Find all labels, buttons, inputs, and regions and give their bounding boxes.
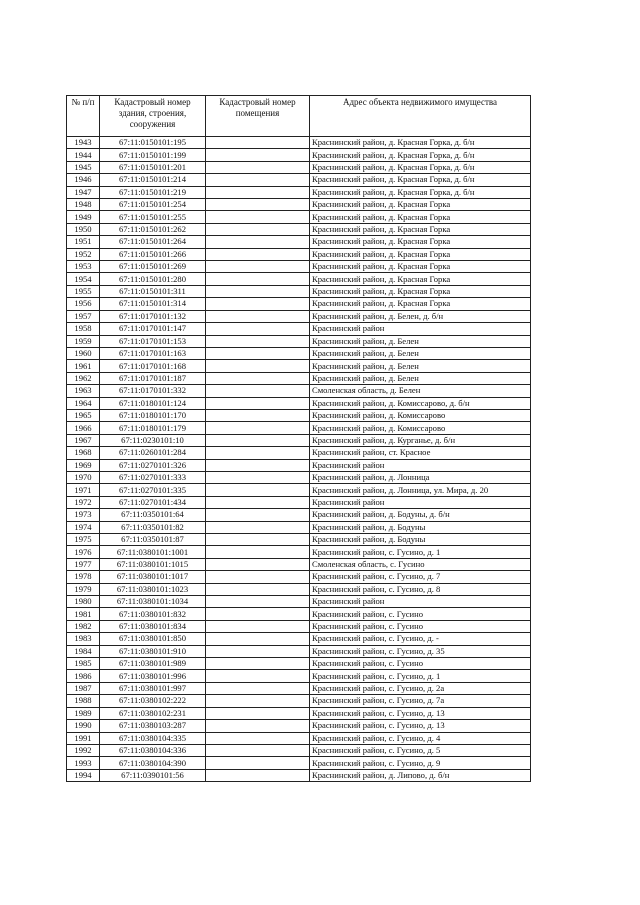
property-address: Краснинский район, д. Красная Горка, д. б/н [310,186,531,198]
table-row [67,323,531,335]
row-number: 1947 [67,186,100,198]
property-address: Краснинский район, д. Красная Горка, д. б/н [310,161,531,173]
row-number: 1977 [67,558,100,570]
row-number: 1969 [67,459,100,471]
property-address: Краснинский район, с. Гусино, д. 5 [310,744,531,756]
row-number: 1979 [67,583,100,595]
cadastral-building-number: 67:11:0150101:262 [100,223,206,235]
property-address: Краснинский район, д. Красная Горка [310,273,531,285]
cadastral-room-number [206,409,310,421]
cadastral-room-number [206,149,310,161]
cadastral-building-number: 67:11:0380101:989 [100,658,206,670]
table-row [67,596,531,608]
property-address: Краснинский район, с. Гусино, д. 13 [310,707,531,719]
table-row [67,236,531,248]
property-address: Краснинский район, с. Гусино, д. 35 [310,645,531,657]
cadastral-room-number [206,534,310,546]
table-row [67,298,531,310]
cadastral-room-number [206,248,310,260]
property-address: Краснинский район, с. Гусино, д. 4 [310,732,531,744]
cadastral-room-number [206,137,310,149]
table-row [67,620,531,632]
cadastral-room-number [206,757,310,769]
table-row [67,422,531,434]
cadastral-building-number: 67:11:0270101:333 [100,471,206,483]
table-row [67,707,531,719]
cadastral-room-number [206,360,310,372]
cadastral-building-number: 67:11:0150101:214 [100,174,206,186]
row-number: 1949 [67,211,100,223]
cadastral-room-number [206,583,310,595]
table-row [67,509,531,521]
header-row [67,96,531,137]
cadastral-building-number: 67:11:0150101:201 [100,161,206,173]
table-row [67,521,531,533]
cadastral-room-number [206,385,310,397]
cadastral-room-number [206,211,310,223]
cadastral-building-number: 67:11:0380101:1023 [100,583,206,595]
cadastral-room-number [206,397,310,409]
table-row [67,546,531,558]
cadastral-building-number: 67:11:0350101:87 [100,534,206,546]
table-row [67,174,531,186]
table-row [67,471,531,483]
cadastral-building-number: 67:11:0380104:390 [100,757,206,769]
cadastral-building-number: 67:11:0380102:222 [100,695,206,707]
table-row [67,261,531,273]
table-row [67,149,531,161]
table-row [67,732,531,744]
header-address: Адрес объекта недвижимого имущества [310,96,531,137]
row-number: 1986 [67,670,100,682]
row-number: 1971 [67,484,100,496]
row-number: 1981 [67,608,100,620]
row-number: 1948 [67,199,100,211]
property-address: Краснинский район, с. Гусино, д. 7а [310,695,531,707]
cadastral-room-number [206,744,310,756]
row-number: 1975 [67,534,100,546]
cadastral-building-number: 67:11:0380101:996 [100,670,206,682]
cadastral-building-number: 67:11:0270101:326 [100,459,206,471]
table-row [67,534,531,546]
property-address: Краснинский район, д. Комиссарово, д. б/н [310,397,531,409]
cadastral-room-number [206,546,310,558]
cadastral-room-number [206,434,310,446]
cadastral-building-number: 67:11:0150101:219 [100,186,206,198]
property-address: Краснинский район [310,459,531,471]
cadastral-building-number: 67:11:0390101:56 [100,769,206,781]
table-row [67,199,531,211]
property-address: Краснинский район, д. Лонница, ул. Мира, д. 20 [310,484,531,496]
table-row [67,223,531,235]
cadastral-building-number: 67:11:0170101:168 [100,360,206,372]
cadastral-building-number: 67:11:0150101:311 [100,285,206,297]
table-row [67,447,531,459]
cadastral-room-number [206,310,310,322]
table-row [67,744,531,756]
cadastral-building-number: 67:11:0350101:64 [100,509,206,521]
table-row [67,310,531,322]
table-row [67,285,531,297]
property-address: Краснинский район, с. Гусино, д. 1 [310,670,531,682]
property-address: Краснинский район, д. Красная Горка [310,261,531,273]
header-number: № п/п [67,96,100,137]
cadastral-building-number: 67:11:0170101:187 [100,372,206,384]
cadastral-building-number: 67:11:0380101:1017 [100,571,206,583]
cadastral-room-number [206,335,310,347]
table-row [67,137,531,149]
cadastral-room-number [206,484,310,496]
property-address: Краснинский район, с. Гусино [310,608,531,620]
row-number: 1994 [67,769,100,781]
row-number: 1974 [67,521,100,533]
cadastral-building-number: 67:11:0380103:287 [100,720,206,732]
cadastral-room-number [206,670,310,682]
cadastral-building-number: 67:11:0150101:314 [100,298,206,310]
cadastral-room-number [206,658,310,670]
table-row [67,484,531,496]
row-number: 1989 [67,707,100,719]
row-number: 1944 [67,149,100,161]
table-row [67,409,531,421]
cadastral-building-number: 67:11:0350101:82 [100,521,206,533]
row-number: 1992 [67,744,100,756]
cadastral-building-number: 67:11:0380101:832 [100,608,206,620]
cadastral-building-number: 67:11:0150101:264 [100,236,206,248]
cadastral-building-number: 67:11:0150101:255 [100,211,206,223]
cadastral-building-number: 67:11:0170101:332 [100,385,206,397]
row-number: 1945 [67,161,100,173]
row-number: 1951 [67,236,100,248]
property-address: Краснинский район, д. Красная Горка [310,211,531,223]
row-number: 1985 [67,658,100,670]
property-address: Краснинский район, д. Красная Горка [310,223,531,235]
cadastral-room-number [206,186,310,198]
table-row [67,161,531,173]
cadastral-room-number [206,273,310,285]
cadastral-building-number: 67:11:0270101:335 [100,484,206,496]
row-number: 1953 [67,261,100,273]
cadastral-building-number: 67:11:0380101:1034 [100,596,206,608]
row-number: 1988 [67,695,100,707]
cadastral-room-number [206,558,310,570]
row-number: 1956 [67,298,100,310]
row-number: 1946 [67,174,100,186]
cadastral-room-number [206,682,310,694]
property-address: Краснинский район, с. Гусино, д. 1 [310,546,531,558]
header-cadastral-room: Кадастровый номер помещения [206,96,310,137]
table-row [67,434,531,446]
cadastral-building-number: 67:11:0150101:269 [100,261,206,273]
cadastral-room-number [206,199,310,211]
row-number: 1983 [67,633,100,645]
table-row [67,633,531,645]
property-address: Краснинский район [310,323,531,335]
cadastral-room-number [206,608,310,620]
property-address: Краснинский район, д. Красная Горка [310,298,531,310]
cadastral-building-number: 67:11:0180101:124 [100,397,206,409]
property-address: Краснинский район, д. Белен, д. б/н [310,310,531,322]
table-row [67,558,531,570]
property-address: Краснинский район [310,596,531,608]
cadastral-room-number [206,236,310,248]
property-address: Краснинский район, д. Лонница [310,471,531,483]
row-number: 1970 [67,471,100,483]
cadastral-room-number [206,223,310,235]
row-number: 1964 [67,397,100,409]
cadastral-room-number [206,509,310,521]
table-row [67,757,531,769]
cadastral-room-number [206,571,310,583]
row-number: 1973 [67,509,100,521]
row-number: 1962 [67,372,100,384]
row-number: 1963 [67,385,100,397]
row-number: 1976 [67,546,100,558]
property-address: Краснинский район, д. Красная Горка [310,236,531,248]
property-address: Краснинский район, с. Гусино, д. 8 [310,583,531,595]
table-row [67,186,531,198]
table-row [67,248,531,260]
row-number: 1955 [67,285,100,297]
cadastral-building-number: 67:11:0230101:10 [100,434,206,446]
table-row [67,769,531,781]
cadastral-building-number: 67:11:0150101:280 [100,273,206,285]
row-number: 1950 [67,223,100,235]
cadastral-building-number: 67:11:0170101:163 [100,347,206,359]
table-body [67,137,531,782]
property-address: Краснинский район, ст. Красное [310,447,531,459]
row-number: 1965 [67,409,100,421]
property-address: Краснинский район, д. Красная Горка [310,199,531,211]
table-row [67,372,531,384]
row-number: 1993 [67,757,100,769]
cadastral-building-number: 67:11:0170101:132 [100,310,206,322]
table-row [67,670,531,682]
property-address: Краснинский район, д. Комиссарово [310,422,531,434]
row-number: 1943 [67,137,100,149]
cadastral-room-number [206,285,310,297]
cadastral-room-number [206,521,310,533]
table-row [67,645,531,657]
property-register-page [66,95,531,782]
property-address: Смоленская область, д. Белен [310,385,531,397]
property-address: Краснинский район, д. Красная Горка [310,285,531,297]
cadastral-room-number [206,732,310,744]
property-address: Краснинский район, с. Гусино [310,620,531,632]
property-address: Краснинский район, с. Гусино, д. - [310,633,531,645]
table-row [67,335,531,347]
cadastral-room-number [206,459,310,471]
cadastral-room-number [206,174,310,186]
row-number: 1984 [67,645,100,657]
cadastral-room-number [206,695,310,707]
cadastral-room-number [206,471,310,483]
cadastral-room-number [206,323,310,335]
cadastral-room-number [206,496,310,508]
property-address: Краснинский район, д. Белен [310,372,531,384]
row-number: 1982 [67,620,100,632]
row-number: 1961 [67,360,100,372]
cadastral-room-number [206,769,310,781]
cadastral-building-number: 67:11:0170101:147 [100,323,206,335]
cadastral-room-number [206,633,310,645]
property-address: Краснинский район, д. Белен [310,335,531,347]
cadastral-room-number [206,707,310,719]
cadastral-building-number: 67:11:0180101:170 [100,409,206,421]
property-address: Краснинский район, д. Бодуны [310,534,531,546]
row-number: 1972 [67,496,100,508]
cadastral-building-number: 67:11:0180101:179 [100,422,206,434]
property-address: Краснинский район, д. Красная Горка, д. б/н [310,149,531,161]
property-address: Краснинский район, с. Гусино, д. 2а [310,682,531,694]
table-row [67,496,531,508]
property-address: Краснинский район, д. Красная Горка, д. б/н [310,174,531,186]
cadastral-building-number: 67:11:0380104:336 [100,744,206,756]
cadastral-building-number: 67:11:0380101:1001 [100,546,206,558]
property-address: Краснинский район, с. Гусино [310,658,531,670]
row-number: 1959 [67,335,100,347]
cadastral-room-number [206,620,310,632]
table-row [67,571,531,583]
cadastral-room-number [206,298,310,310]
table-row [67,397,531,409]
property-register-table [66,95,531,782]
row-number: 1967 [67,434,100,446]
row-number: 1978 [67,571,100,583]
property-address: Краснинский район, с. Гусино, д. 9 [310,757,531,769]
row-number: 1954 [67,273,100,285]
table-row [67,459,531,471]
property-address: Краснинский район, д. Красная Горка, д. б/н [310,137,531,149]
property-address: Краснинский район, д. Красная Горка [310,248,531,260]
cadastral-building-number: 67:11:0150101:195 [100,137,206,149]
table-row [67,608,531,620]
property-address: Краснинский район, д. Комиссарово [310,409,531,421]
cadastral-room-number [206,422,310,434]
cadastral-building-number: 67:11:0380101:910 [100,645,206,657]
cadastral-building-number: 67:11:0150101:254 [100,199,206,211]
cadastral-room-number [206,596,310,608]
cadastral-room-number [206,161,310,173]
property-address: Краснинский район, д. Белен [310,347,531,359]
table-row [67,720,531,732]
row-number: 1957 [67,310,100,322]
cadastral-building-number: 67:11:0170101:153 [100,335,206,347]
cadastral-room-number [206,372,310,384]
row-number: 1952 [67,248,100,260]
table-row [67,385,531,397]
row-number: 1991 [67,732,100,744]
table-row [67,695,531,707]
table-row [67,682,531,694]
property-address: Краснинский район, с. Гусино, д. 7 [310,571,531,583]
row-number: 1960 [67,347,100,359]
property-address: Смоленская область, с. Гусино [310,558,531,570]
cadastral-room-number [206,347,310,359]
property-address: Краснинский район, д. Курганье, д. б/н [310,434,531,446]
property-address: Краснинский район, с. Гусино, д. 13 [310,720,531,732]
cadastral-building-number: 67:11:0150101:266 [100,248,206,260]
header-cadastral-building: Кадастровый номер здания, строения, сооружения [100,96,206,137]
table-row [67,347,531,359]
table-row [67,583,531,595]
row-number: 1990 [67,720,100,732]
cadastral-room-number [206,261,310,273]
cadastral-building-number: 67:11:0380102:231 [100,707,206,719]
property-address: Краснинский район, д. Белен [310,360,531,372]
row-number: 1980 [67,596,100,608]
table-header [67,96,531,137]
row-number: 1987 [67,682,100,694]
cadastral-room-number [206,645,310,657]
cadastral-building-number: 67:11:0380101:997 [100,682,206,694]
cadastral-building-number: 67:11:0150101:199 [100,149,206,161]
property-address: Краснинский район, д. Бодуны, д. б/н [310,509,531,521]
row-number: 1966 [67,422,100,434]
cadastral-building-number: 67:11:0260101:284 [100,447,206,459]
table-row [67,658,531,670]
cadastral-building-number: 67:11:0380101:850 [100,633,206,645]
cadastral-room-number [206,720,310,732]
row-number: 1958 [67,323,100,335]
cadastral-building-number: 67:11:0380104:335 [100,732,206,744]
cadastral-room-number [206,447,310,459]
cadastral-building-number: 67:11:0380101:834 [100,620,206,632]
cadastral-building-number: 67:11:0380101:1015 [100,558,206,570]
table-row [67,360,531,372]
property-address: Краснинский район [310,496,531,508]
table-row [67,273,531,285]
table-row [67,211,531,223]
cadastral-building-number: 67:11:0270101:434 [100,496,206,508]
row-number: 1968 [67,447,100,459]
property-address: Краснинский район, д. Бодуны [310,521,531,533]
property-address: Краснинский район, д. Липово, д. б/н [310,769,531,781]
